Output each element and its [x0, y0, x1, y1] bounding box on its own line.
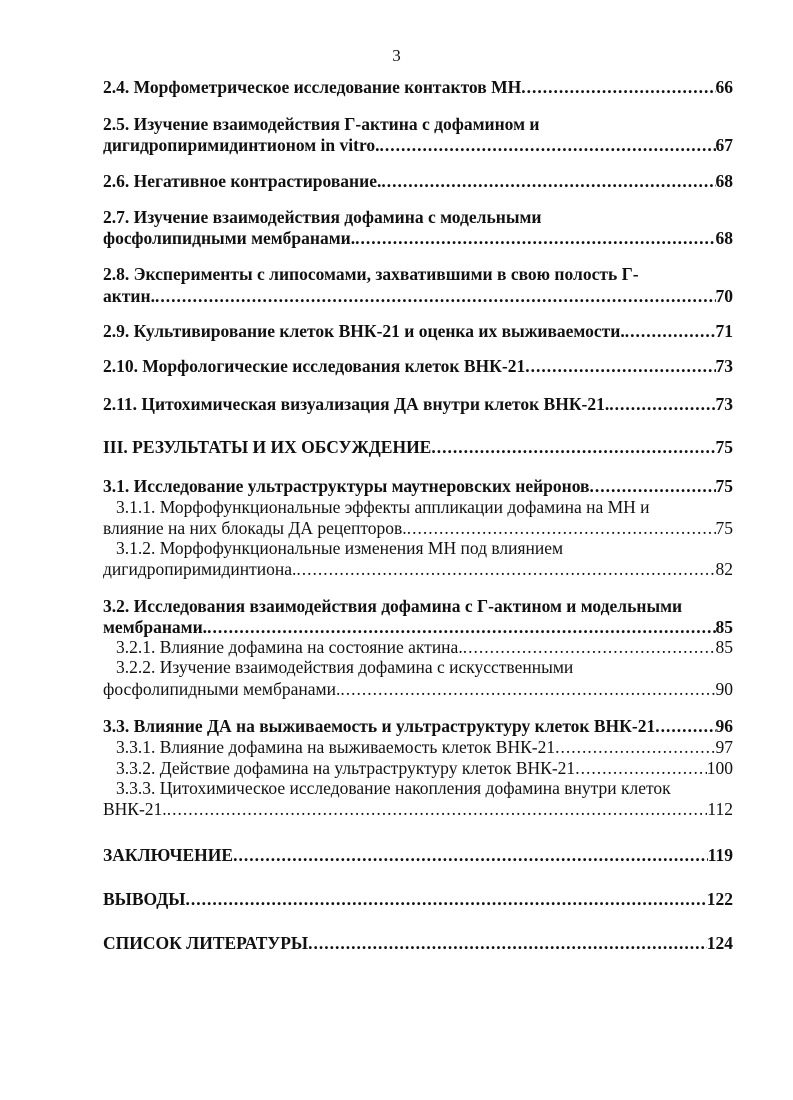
toc-page-number: 96 [715, 716, 733, 736]
toc-page-number: 100 [706, 758, 733, 778]
toc-entry-line [103, 263, 733, 285]
dot-leader [609, 393, 715, 415]
toc-entry-title: дигидропиримидинтиона. [103, 559, 297, 579]
toc-entry-line [103, 227, 733, 249]
toc-entry-title: фосфолипидными мембранами. [103, 679, 341, 699]
toc-page-number: 75 [715, 518, 733, 538]
toc-entry-title: ВЫВОДЫ [103, 889, 186, 909]
toc-entry-line [116, 757, 733, 779]
toc-page-number: 73 [715, 394, 733, 414]
dot-leader [525, 355, 715, 377]
toc-entry-line [103, 113, 733, 135]
dot-leader [431, 436, 715, 458]
toc-entry-line [116, 636, 733, 658]
dot-leader [207, 616, 715, 638]
toc-entry-title: 3.2.1. Влияние дофамина на состояние актина. [116, 637, 463, 657]
toc-entry-line [103, 285, 733, 307]
toc-entry-line [103, 678, 733, 700]
toc-entry-line [103, 355, 733, 377]
toc-page-number: 75 [715, 437, 733, 457]
toc-page-number: 71 [715, 321, 733, 341]
toc-entry-line [103, 888, 733, 910]
toc-entry-title: 2.8. Эксперименты с липосомами, захватившими в свою полость Г- [103, 264, 639, 284]
toc-page-number: 122 [706, 889, 733, 909]
dot-leader [186, 888, 707, 910]
toc-entry-line [103, 595, 733, 617]
toc-entry-title: III. РЕЗУЛЬТАТЫ И ИХ ОБСУЖДЕНИЕ [103, 437, 432, 457]
toc-entry-title: 2.4. Морфометрическое исследование контактов МН [103, 77, 522, 97]
toc-page-number: 85 [715, 637, 733, 657]
toc-page-number: 73 [715, 356, 733, 376]
toc-entry-title: 3.3.1. Влияние дофамина на выживаемость клеток ВНК-21 [116, 737, 556, 757]
toc-page-number: 112 [707, 799, 733, 819]
toc-entry-line [103, 517, 733, 539]
toc-entry-title: 2.7. Изучение взаимодействия дофамина с модельными [103, 207, 542, 227]
toc-page-number: 82 [715, 559, 733, 579]
toc-entry-line [103, 320, 733, 342]
toc-page-number: 85 [715, 617, 733, 637]
toc-page-number: 66 [715, 77, 733, 97]
toc-entry-title: 3.1.1. Морфофункциональные эффекты аппликации дофамина на МН и [116, 497, 650, 517]
toc-entry-title: 2.11. Цитохимическая визуализация ДА внутри клеток ВНК-21. [103, 394, 610, 414]
toc-entry-line [103, 475, 733, 497]
page-number: 3 [392, 46, 401, 65]
toc-entry-line [103, 436, 733, 458]
toc-entry-title: 3.2.2. Изучение взаимодействия дофамина с искусственными [116, 657, 574, 677]
toc-entry-title: ВНК-21. [103, 799, 167, 819]
toc-page-number: 68 [715, 171, 733, 191]
dot-leader [407, 517, 716, 539]
toc-entry-line [103, 134, 733, 156]
toc-entry-title: 3.3.3. Цитохимическое исследование накопления дофамина внутри клеток [116, 778, 671, 798]
dot-leader [381, 170, 715, 192]
toc-entry-title: 2.6. Негативное контрастирование. [103, 171, 382, 191]
dot-leader [575, 757, 707, 779]
toc-page-number: 67 [715, 135, 733, 155]
toc-page-number: 124 [706, 933, 733, 953]
toc-entry-line [103, 206, 733, 228]
dot-leader [521, 76, 715, 98]
toc-page-number: 68 [715, 228, 733, 248]
dot-leader [625, 320, 716, 342]
toc-entry-line [103, 844, 733, 866]
toc-entry-title: СПИСОК ЛИТЕРАТУРЫ [103, 933, 309, 953]
toc-entry-title: 3.3. Влияние ДА на выживаемость и ультраструктуру клеток ВНК-21 [103, 716, 656, 736]
toc-entry-title: 3.2. Исследования взаимодействия дофамина с Г-актином и модельными [103, 596, 683, 616]
dot-leader [155, 285, 716, 307]
toc-entry-title: ЗАКЛЮЧЕНИЕ [103, 845, 234, 865]
dot-leader [655, 715, 715, 737]
toc-entry-line [116, 777, 733, 799]
toc-page-number: 90 [715, 679, 733, 699]
toc-entry-line [116, 656, 733, 678]
toc-entry-line [103, 76, 733, 98]
toc-entry-title: 3.1. Исследование ультраструктуры маутнеровских нейронов [103, 476, 590, 496]
toc-entry-title: 3.3.2. Действие дофамина на ультраструктуру клеток ВНК-21 [116, 758, 576, 778]
toc-entry-title: актин. [103, 286, 155, 306]
toc-entry-title: 2.10. Морфологические исследования клеток ВНК-21 [103, 356, 526, 376]
toc-entry-line [103, 798, 733, 820]
toc-entry-title: дигидропиримидинтионом in vitro. [103, 135, 380, 155]
toc-entry-title: 2.5. Изучение взаимодействия Г-актина с дофамином и [103, 114, 540, 134]
dot-leader [463, 636, 716, 658]
dot-leader [308, 932, 707, 954]
dot-leader [380, 134, 716, 156]
toc-entry-title: фосфолипидными мембранами. [103, 228, 356, 248]
toc-entry-line [103, 616, 733, 638]
dot-leader [233, 844, 708, 866]
toc-entry-line [103, 170, 733, 192]
toc-entry-title: 3.1.2. Морфофункциональные изменения МН под влиянием [116, 538, 564, 558]
dot-leader [340, 678, 715, 700]
dot-leader [555, 736, 715, 758]
dot-leader [296, 558, 715, 580]
toc-entry-line [116, 496, 733, 518]
toc-entry-title: мембранами. [103, 617, 208, 637]
toc-entry-line [116, 537, 733, 559]
toc-page-number: 97 [715, 737, 733, 757]
toc-entry-line [103, 932, 733, 954]
toc-entry-title: 2.9. Культивирование клеток ВНК-21 и оценка их выживаемости. [103, 321, 625, 341]
toc-entry-line [103, 558, 733, 580]
toc-entry-line [103, 393, 733, 415]
dot-leader [167, 798, 708, 820]
toc-entry-line [116, 736, 733, 758]
toc-entry-line [103, 715, 733, 737]
toc-page-number: 119 [707, 845, 733, 865]
dot-leader [590, 475, 716, 497]
dot-leader [355, 227, 715, 249]
toc-page-number: 75 [715, 476, 733, 496]
toc-page-number: 70 [715, 286, 733, 306]
toc-entry-title: влияние на них блокады ДА рецепторов. [103, 518, 407, 538]
